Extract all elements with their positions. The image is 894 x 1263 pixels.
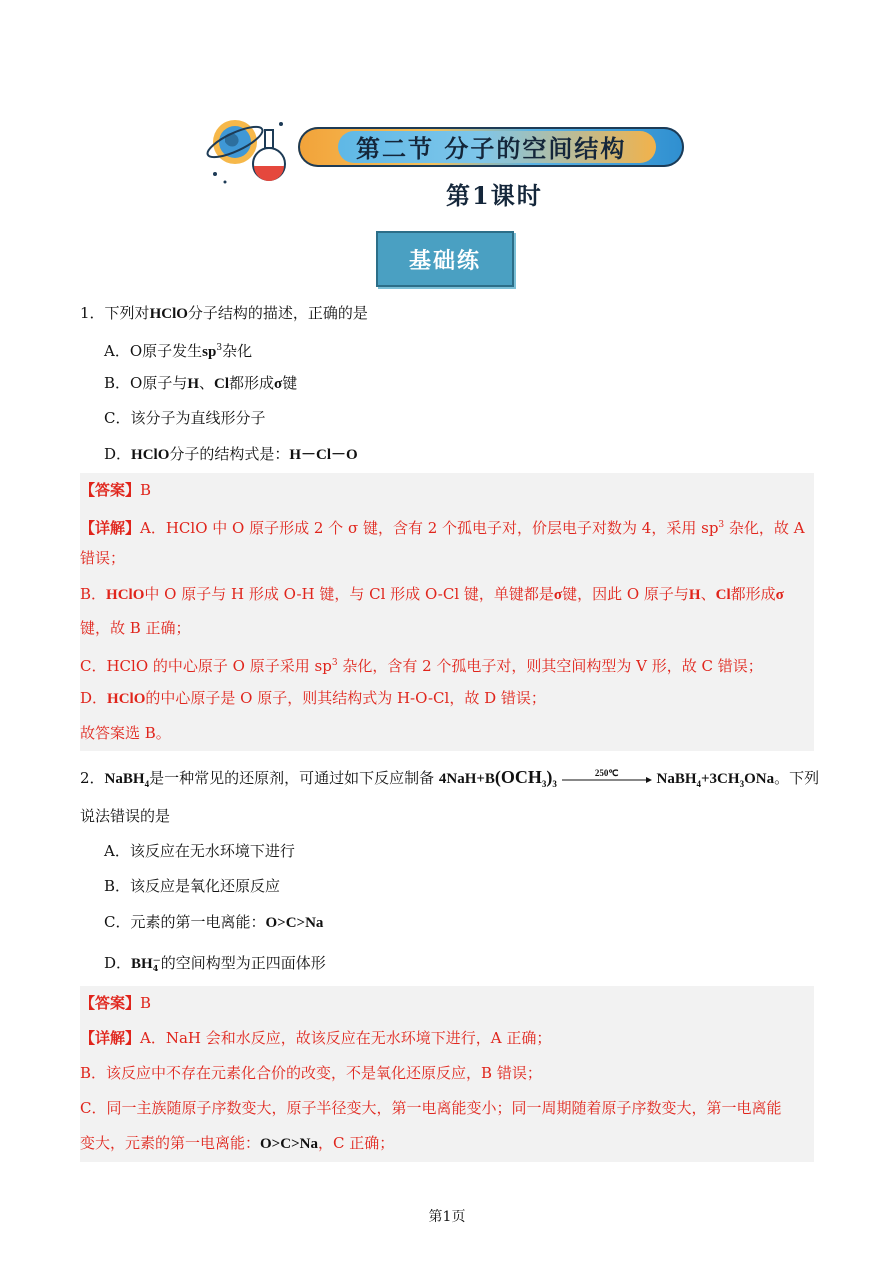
q2-option-c[interactable]: C．元素的第一电离能：O>C>Na [104,913,324,931]
q1-option-c[interactable]: C．该分子为直线形分子 [104,409,266,427]
q1-answer-block: 【答案】B 【详解】A．HClO 中 O 原子形成 2 个 σ 键，含有 2 个孤电子对，价层电子对数为 4，采用 $sp^3$ 杂化，故 A 错误； B．HClO中 O 原子与 H 形成 O-H 键，与 Cl 形成 O-Cl 键，单键都是σ键，因此 O 原子与H、Cl都形成σ 键，故 B 正确； C．HClO 的中心原子 O 原子采用 $sp^3$ 杂化，含有 2 个孤电子对，则其空间构型为 V 形，故 C 错误； D．HClO的中心原子是 O 原子，则其结构式为 H-O-Cl，故 D 错误； 故答案选 B。 [80,473,814,751]
q1-option-b[interactable]: B．O原子与H、Cl都形成σ键 [104,374,298,392]
question-2-stem: 2．NaBH$_4$是一种常见的还原剂，可通过如下反应制备 $4NaH+B(OCH_3)_3$ 250℃ $NaBH_4+3CH_3ONa$。下列 [80,767,820,789]
title-banner [298,127,684,167]
lesson-subtitle: 第1课时 [446,181,543,210]
q1-option-a[interactable]: A．O原子发生$sp^3$杂化 [104,342,253,360]
reaction-arrow: 250℃ [562,772,652,786]
q1-option-d[interactable]: D．HClO分子的结构式是：H－Cl－O [104,445,358,463]
q2-answer: B [140,994,152,1012]
page-title: 第二节 分子的空间结构 [356,134,627,163]
detail-label: 【详解】 [80,1031,141,1047]
flask-globe-icon [205,112,295,192]
q1-answer: B [140,481,152,499]
answer-label: 【答案】 [80,483,141,499]
page-number: 第1页 [428,1209,466,1225]
q2-answer-block: 【答案】B 【详解】A．NaH 会和水反应，故该反应在无水环境下进行，A 正确； B．该反应中不存在元素化合价的改变，不是氧化还原反应，B 错误； C．同一主族随原子序数变大，原子半径变大，第一电离能变小；同一周期随着原子序数变大，第一电离能 变大，元素的第一电离能：O>C>Na，C 正确； [80,986,814,1162]
question-2-stem-cont: 说法错误的是 [80,807,171,825]
q2-option-b[interactable]: B．该反应是氧化还原反应 [104,877,281,895]
section-label: 基础练 [376,231,514,287]
question-1-stem: 1．下列对HClO分子结构的描述，正确的是 [80,304,368,322]
q2-option-a[interactable]: A．该反应在无水环境下进行 [104,842,295,860]
answer-label: 【答案】 [80,996,141,1012]
q2-option-d[interactable]: D．BH－ 4 的空间构型为正四面体形 [104,954,326,973]
detail-label: 【详解】 [80,521,141,537]
